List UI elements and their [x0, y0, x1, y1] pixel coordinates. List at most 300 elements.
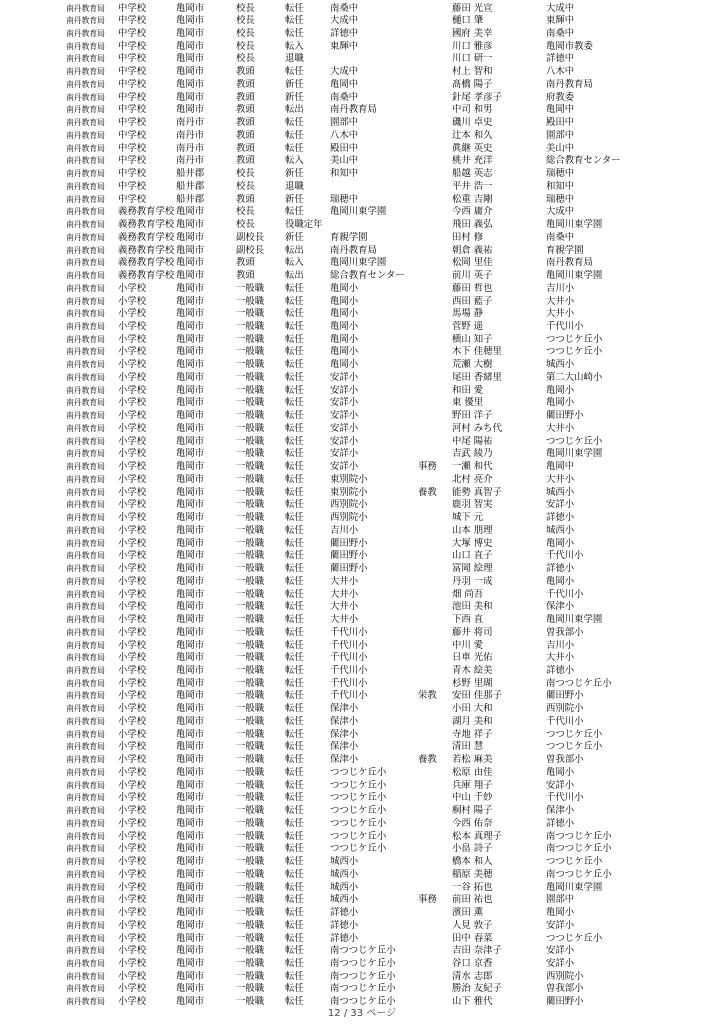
previous-school-cell: 総合教育センター — [546, 155, 621, 167]
person-name-cell: 國府 美幸 — [452, 27, 493, 39]
action-cell: 転任 — [285, 422, 304, 434]
school-type-cell: 小学校 — [118, 907, 147, 919]
table-row — [0, 525, 724, 538]
person-name-cell: 前川 英子 — [452, 270, 493, 282]
new-school-cell: 南つつじケ丘小 — [330, 945, 396, 957]
school-type-cell: 小学校 — [118, 652, 147, 664]
action-cell: 転任 — [285, 766, 304, 778]
new-school-cell: 亀岡中 — [330, 78, 359, 90]
action-cell: 転任 — [285, 66, 304, 78]
table-row — [0, 563, 724, 576]
bureau-cell: 南丹教育局 — [66, 640, 105, 650]
previous-school-cell: 曽我部小 — [546, 983, 584, 995]
previous-school-cell: 殿田中 — [546, 117, 575, 129]
previous-school-cell: 亀岡小 — [546, 766, 575, 778]
action-cell: 転任 — [285, 321, 304, 332]
municipality-cell: 亀岡市 — [176, 244, 205, 256]
municipality-cell: 亀岡市 — [176, 410, 205, 422]
job-type-cell: 養教 — [418, 754, 437, 766]
table-row — [0, 181, 724, 194]
new-school-cell: 大井小 — [330, 614, 359, 626]
municipality-cell: 亀岡市 — [176, 321, 205, 332]
new-school-cell: 千代川小 — [330, 639, 368, 651]
municipality-cell: 亀岡市 — [176, 397, 205, 409]
municipality-cell: 亀岡市 — [176, 499, 205, 511]
job-type-cell: 養教 — [418, 486, 437, 498]
action-cell: 転任 — [285, 626, 304, 638]
previous-school-cell: 亀岡小 — [546, 907, 575, 919]
position-cell: 一般職 — [236, 422, 265, 434]
new-school-cell: つつじケ丘小 — [330, 805, 387, 817]
person-name-cell: 朝倉 義祐 — [452, 244, 493, 256]
bureau-cell: 南丹教育局 — [66, 933, 105, 943]
school-type-cell: 中学校 — [118, 15, 147, 27]
position-cell: 一般職 — [236, 371, 265, 383]
previous-school-cell: つつじケ丘小 — [546, 346, 603, 358]
previous-school-cell: 和知中 — [546, 180, 575, 192]
municipality-cell: 亀岡市 — [176, 639, 205, 651]
bureau-cell: 南丹教育局 — [66, 678, 105, 688]
person-name-cell: 吉田 奈津子 — [452, 945, 502, 957]
municipality-cell: 亀岡市 — [176, 371, 205, 383]
action-cell: 転任 — [285, 308, 304, 320]
position-cell: 一般職 — [236, 945, 265, 957]
school-type-cell: 小学校 — [118, 461, 147, 473]
new-school-cell: 総合教育センター — [330, 270, 405, 282]
position-cell: 一般職 — [236, 715, 265, 727]
bureau-cell: 南丹教育局 — [66, 602, 105, 612]
new-school-cell: 殿田中 — [330, 142, 359, 154]
table-row — [0, 983, 724, 996]
municipality-cell: 南丹市 — [176, 129, 205, 141]
municipality-cell: 亀岡市 — [176, 754, 205, 766]
table-row — [0, 805, 724, 818]
action-cell: 転任 — [285, 588, 304, 600]
previous-school-cell: 詳徳小 — [546, 512, 575, 524]
action-cell: 転任 — [285, 677, 304, 689]
previous-school-cell: 亀岡小 — [546, 537, 575, 549]
table-row — [0, 436, 724, 449]
table-row — [0, 792, 724, 805]
previous-school-cell: 吉川小 — [546, 639, 575, 651]
table-row — [0, 15, 724, 28]
position-cell: 一般職 — [236, 435, 265, 447]
person-name-cell: 中川 愛 — [452, 639, 484, 651]
person-name-cell: 大塚 博史 — [452, 537, 493, 549]
action-cell: 新任 — [285, 91, 304, 103]
previous-school-cell: 園部中 — [546, 894, 575, 906]
new-school-cell: 千代川小 — [330, 626, 368, 638]
position-cell: 一般職 — [236, 601, 265, 613]
previous-school-cell: 西別院小 — [546, 970, 584, 982]
previous-school-cell: 瑞穂中 — [546, 168, 575, 180]
new-school-cell: つつじケ丘小 — [330, 779, 387, 791]
previous-school-cell: 亀岡小 — [546, 384, 575, 396]
school-type-cell: 小学校 — [118, 601, 147, 613]
action-cell: 転任 — [285, 27, 304, 39]
new-school-cell: 大成中 — [330, 66, 359, 78]
school-type-cell: 小学校 — [118, 448, 147, 460]
action-cell: 転任 — [285, 779, 304, 791]
bureau-cell: 南丹教育局 — [66, 831, 105, 841]
municipality-cell: 亀岡市 — [176, 881, 205, 893]
municipality-cell: 亀岡市 — [176, 677, 205, 689]
school-type-cell: 小学校 — [118, 473, 147, 485]
municipality-cell: 亀岡市 — [176, 614, 205, 626]
new-school-cell: 亀岡小 — [330, 321, 359, 332]
previous-school-cell: 藺田野小 — [546, 410, 584, 422]
table-row — [0, 907, 724, 920]
school-type-cell: 小学校 — [118, 321, 147, 332]
previous-school-cell: 安詳小 — [546, 945, 575, 957]
action-cell: 新任 — [285, 168, 304, 180]
table-row — [0, 601, 724, 614]
school-type-cell: 小学校 — [118, 792, 147, 804]
school-type-cell: 小学校 — [118, 333, 147, 345]
new-school-cell: 詳徳小 — [330, 919, 359, 931]
previous-school-cell: 東輝中 — [546, 15, 575, 27]
position-cell: 一般職 — [236, 486, 265, 498]
school-type-cell: 小学校 — [118, 435, 147, 447]
municipality-cell: 亀岡市 — [176, 66, 205, 78]
table-row — [0, 856, 724, 869]
person-name-cell: 杉野 里瑚 — [452, 677, 493, 689]
table-row — [0, 780, 724, 793]
action-cell: 転任 — [285, 486, 304, 498]
municipality-cell: 亀岡市 — [176, 601, 205, 613]
school-type-cell: 小学校 — [118, 346, 147, 358]
previous-school-cell: 保津小 — [546, 805, 575, 817]
previous-school-cell: 亀岡川東学園 — [546, 219, 603, 231]
bureau-cell: 南丹教育局 — [66, 322, 105, 331]
bureau-cell: 南丹教育局 — [66, 334, 105, 344]
table-row — [0, 499, 724, 512]
school-type-cell: 中学校 — [118, 129, 147, 141]
new-school-cell: 東輝中 — [330, 40, 359, 52]
person-name-cell: 畑 尚吾 — [452, 588, 484, 600]
bureau-cell: 南丹教育局 — [66, 449, 105, 459]
person-name-cell: 尾田 香緒里 — [452, 371, 502, 383]
new-school-cell: 千代川小 — [330, 664, 368, 676]
new-school-cell: つつじケ丘小 — [330, 843, 387, 855]
new-school-cell: 保津小 — [330, 741, 359, 753]
person-name-cell: 眞継 英史 — [452, 142, 493, 154]
action-cell: 転入 — [285, 40, 304, 52]
school-type-cell: 小学校 — [118, 550, 147, 562]
municipality-cell: 亀岡市 — [176, 907, 205, 919]
person-name-cell: 一谷 拓也 — [452, 881, 493, 893]
bureau-cell: 南丹教育局 — [66, 908, 105, 918]
previous-school-cell: 亀岡中 — [546, 104, 575, 116]
previous-school-cell: 亀岡市教委 — [546, 40, 593, 52]
bureau-cell: 南丹教育局 — [66, 16, 105, 26]
bureau-cell: 南丹教育局 — [66, 143, 105, 153]
municipality-cell: 亀岡市 — [176, 894, 205, 906]
table-row — [0, 754, 724, 767]
previous-school-cell: 八木中 — [546, 66, 575, 78]
person-name-cell: 能勢 真智子 — [452, 486, 502, 498]
school-type-cell: 中学校 — [118, 180, 147, 192]
bureau-cell: 南丹教育局 — [66, 920, 105, 930]
school-type-cell: 小学校 — [118, 894, 147, 906]
school-type-cell: 小学校 — [118, 958, 147, 969]
action-cell: 転任 — [285, 690, 304, 702]
table-row — [0, 346, 724, 359]
person-name-cell: 松本 真理子 — [452, 830, 502, 842]
school-type-cell: 小学校 — [118, 410, 147, 422]
table-row — [0, 257, 724, 270]
previous-school-cell: 千代川小 — [546, 321, 584, 332]
position-cell: 一般職 — [236, 588, 265, 600]
table-row — [0, 155, 724, 168]
table-row — [0, 372, 724, 385]
municipality-cell: 亀岡市 — [176, 868, 205, 880]
person-name-cell: 川口 雅彦 — [452, 40, 493, 52]
table-row — [0, 92, 724, 105]
bureau-cell: 南丹教育局 — [66, 28, 105, 38]
school-type-cell: 義務教育学校 — [118, 244, 175, 256]
bureau-cell: 南丹教育局 — [66, 156, 105, 166]
action-cell: 転任 — [285, 295, 304, 307]
position-cell: 一般職 — [236, 779, 265, 791]
action-cell: 転任 — [285, 550, 304, 562]
previous-school-cell: 安詳小 — [546, 919, 575, 931]
previous-school-cell: 千代川小 — [546, 588, 584, 600]
school-type-cell: 小学校 — [118, 371, 147, 383]
school-type-cell: 中学校 — [118, 53, 147, 65]
previous-school-cell: 保津小 — [546, 601, 575, 613]
school-type-cell: 小学校 — [118, 945, 147, 957]
table-row — [0, 703, 724, 716]
table-row — [0, 41, 724, 54]
school-type-cell: 小学校 — [118, 868, 147, 880]
action-cell: 転任 — [285, 129, 304, 141]
school-type-cell: 中学校 — [118, 142, 147, 154]
action-cell: 転任 — [285, 817, 304, 829]
position-cell: 一般職 — [236, 983, 265, 995]
new-school-cell: 詳徳中 — [330, 27, 359, 39]
school-type-cell: 小学校 — [118, 575, 147, 587]
new-school-cell: 育親学園 — [330, 231, 368, 243]
position-cell: 一般職 — [236, 499, 265, 511]
bureau-cell: 南丹教育局 — [66, 729, 105, 739]
person-name-cell: 西田 藍子 — [452, 295, 493, 307]
person-name-cell: 針尾 孝彦子 — [452, 91, 502, 103]
previous-school-cell: つつじケ丘小 — [546, 856, 603, 868]
municipality-cell: 亀岡市 — [176, 690, 205, 702]
person-name-cell: 人見 敦子 — [452, 919, 493, 931]
school-type-cell: 中学校 — [118, 117, 147, 129]
bureau-cell: 南丹教育局 — [66, 474, 105, 484]
job-type-cell: 事務 — [418, 461, 437, 473]
school-type-cell: 小学校 — [118, 282, 147, 294]
person-name-cell: 東 優里 — [452, 397, 484, 409]
action-cell: 転任 — [285, 715, 304, 727]
bureau-cell: 南丹教育局 — [66, 755, 105, 765]
bureau-cell: 南丹教育局 — [66, 462, 105, 472]
municipality-cell: 亀岡市 — [176, 473, 205, 485]
new-school-cell: 城西小 — [330, 881, 359, 893]
bureau-cell: 南丹教育局 — [66, 500, 105, 510]
person-name-cell: 中尾 陽祐 — [452, 435, 493, 447]
bureau-cell: 南丹教育局 — [66, 181, 105, 191]
position-cell: 一般職 — [236, 996, 265, 1008]
person-name-cell: 池田 美和 — [452, 601, 493, 613]
new-school-cell: 亀岡小 — [330, 359, 359, 371]
new-school-cell: 千代川小 — [330, 677, 368, 689]
action-cell: 転任 — [285, 206, 304, 218]
action-cell: 新任 — [285, 78, 304, 90]
new-school-cell: 八木中 — [330, 129, 359, 141]
position-cell: 一般職 — [236, 308, 265, 320]
bureau-cell: 南丹教育局 — [66, 564, 105, 574]
bureau-cell: 南丹教育局 — [66, 118, 105, 128]
bureau-cell: 南丹教育局 — [66, 806, 105, 816]
table-row — [0, 627, 724, 640]
new-school-cell: 西別院小 — [330, 499, 368, 511]
new-school-cell: 千代川小 — [330, 690, 368, 702]
municipality-cell: 亀岡市 — [176, 932, 205, 944]
person-name-cell: 横山 知子 — [452, 333, 493, 345]
municipality-cell: 亀岡市 — [176, 359, 205, 371]
bureau-cell: 南丹教育局 — [66, 245, 105, 255]
action-cell: 転任 — [285, 932, 304, 944]
position-cell: 一般職 — [236, 907, 265, 919]
position-cell: 一般職 — [236, 817, 265, 829]
position-cell: 教頭 — [236, 257, 255, 269]
school-type-cell: 小学校 — [118, 919, 147, 931]
municipality-cell: 亀岡市 — [176, 2, 205, 14]
municipality-cell: 亀岡市 — [176, 104, 205, 116]
table-row — [0, 219, 724, 232]
bureau-cell: 南丹教育局 — [66, 169, 105, 179]
school-type-cell: 小学校 — [118, 805, 147, 817]
position-cell: 一般職 — [236, 690, 265, 702]
municipality-cell: 亀岡市 — [176, 91, 205, 103]
action-cell: 退職 — [285, 180, 304, 192]
municipality-cell: 亀岡市 — [176, 919, 205, 931]
bureau-cell: 南丹教育局 — [66, 627, 105, 637]
person-name-cell: 磯川 卓史 — [452, 117, 493, 129]
position-cell: 一般職 — [236, 677, 265, 689]
table-row — [0, 3, 724, 16]
municipality-cell: 亀岡市 — [176, 830, 205, 842]
new-school-cell: 藺田野小 — [330, 563, 368, 575]
municipality-cell: 亀岡市 — [176, 958, 205, 969]
previous-school-cell: 亀岡川東学園 — [546, 881, 603, 893]
bureau-cell: 南丹教育局 — [66, 513, 105, 523]
position-cell: 一般職 — [236, 524, 265, 536]
new-school-cell: 亀岡小 — [330, 282, 359, 294]
position-cell: 一般職 — [236, 359, 265, 371]
school-type-cell: 小学校 — [118, 308, 147, 320]
previous-school-cell: 大井小 — [546, 295, 575, 307]
school-type-cell: 義務教育学校 — [118, 270, 175, 282]
new-school-cell: 保津小 — [330, 728, 359, 740]
school-type-cell: 中学校 — [118, 91, 147, 103]
previous-school-cell: 大井小 — [546, 308, 575, 320]
municipality-cell: 亀岡市 — [176, 728, 205, 740]
municipality-cell: 亀岡市 — [176, 766, 205, 778]
bureau-cell: 南丹教育局 — [66, 780, 105, 790]
action-cell: 転出 — [285, 104, 304, 116]
person-name-cell: 桃井 充洋 — [452, 155, 493, 167]
bureau-cell: 南丹教育局 — [66, 194, 105, 204]
municipality-cell: 船井郡 — [176, 180, 205, 192]
school-type-cell: 中学校 — [118, 104, 147, 116]
municipality-cell: 亀岡市 — [176, 817, 205, 829]
municipality-cell: 亀岡市 — [176, 486, 205, 498]
municipality-cell: 亀岡市 — [176, 664, 205, 676]
action-cell: 転任 — [285, 359, 304, 371]
page-number: 12 / 33 ページ — [327, 1008, 397, 1019]
position-cell: 校長 — [236, 219, 255, 231]
bureau-cell: 南丹教育局 — [66, 271, 105, 281]
new-school-cell: 南つつじケ丘小 — [330, 970, 396, 982]
school-type-cell: 小学校 — [118, 524, 147, 536]
position-cell: 教頭 — [236, 91, 255, 103]
previous-school-cell: 曽我部小 — [546, 754, 584, 766]
new-school-cell: 亀岡川東学園 — [330, 206, 387, 218]
bureau-cell: 南丹教育局 — [66, 258, 105, 268]
previous-school-cell: 大井小 — [546, 652, 575, 664]
position-cell: 一般職 — [236, 919, 265, 931]
table-row — [0, 270, 724, 283]
municipality-cell: 亀岡市 — [176, 27, 205, 39]
action-cell: 転任 — [285, 117, 304, 129]
action-cell: 転任 — [285, 728, 304, 740]
new-school-cell: 城西小 — [330, 868, 359, 880]
action-cell: 転任 — [285, 333, 304, 345]
school-type-cell: 小学校 — [118, 690, 147, 702]
bureau-cell: 南丹教育局 — [66, 385, 105, 395]
bureau-cell: 南丹教育局 — [66, 41, 105, 51]
municipality-cell: 亀岡市 — [176, 550, 205, 562]
position-cell: 校長 — [236, 2, 255, 14]
municipality-cell: 亀岡市 — [176, 945, 205, 957]
municipality-cell: 亀岡市 — [176, 308, 205, 320]
bureau-cell: 南丹教育局 — [66, 869, 105, 879]
school-type-cell: 小学校 — [118, 856, 147, 868]
action-cell: 転任 — [285, 856, 304, 868]
previous-school-cell: 美山中 — [546, 142, 575, 154]
municipality-cell: 亀岡市 — [176, 282, 205, 294]
person-name-cell: 城下 元 — [452, 512, 484, 524]
previous-school-cell: 藺田野小 — [546, 690, 584, 702]
previous-school-cell: つつじケ丘小 — [546, 728, 603, 740]
position-cell: 教頭 — [236, 117, 255, 129]
table-row — [0, 652, 724, 665]
action-cell: 転任 — [285, 945, 304, 957]
bureau-cell: 南丹教育局 — [66, 436, 105, 446]
table-row — [0, 576, 724, 589]
table-row — [0, 678, 724, 691]
new-school-cell: 南桑中 — [330, 2, 359, 14]
action-cell: 転任 — [285, 983, 304, 995]
school-type-cell: 中学校 — [118, 2, 147, 14]
bureau-cell: 南丹教育局 — [66, 844, 105, 854]
position-cell: 一般職 — [236, 830, 265, 842]
bureau-cell: 南丹教育局 — [66, 895, 105, 905]
position-cell: 一般職 — [236, 410, 265, 422]
bureau-cell: 南丹教育局 — [66, 882, 105, 892]
municipality-cell: 亀岡市 — [176, 703, 205, 715]
school-type-cell: 小学校 — [118, 512, 147, 524]
school-type-cell: 小学校 — [118, 728, 147, 740]
bureau-cell: 南丹教育局 — [66, 423, 105, 433]
table-row — [0, 894, 724, 907]
bureau-cell: 南丹教育局 — [66, 793, 105, 803]
